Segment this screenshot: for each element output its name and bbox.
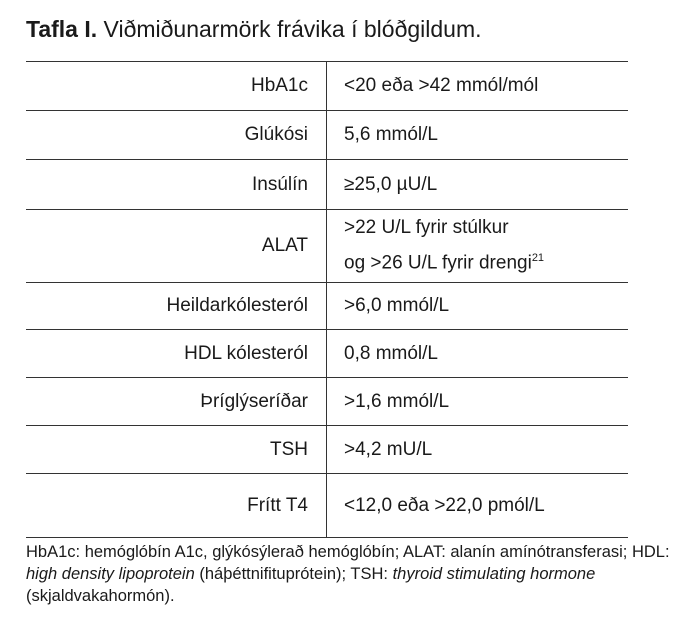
row-name: Insúlín — [26, 160, 327, 210]
row-name: ALAT — [26, 210, 327, 283]
row-name: HbA1c — [26, 62, 327, 111]
table-label: Tafla I. — [26, 16, 98, 42]
table-row — [26, 62, 628, 111]
reference-superscript: 21 — [531, 252, 545, 265]
table-row — [26, 378, 628, 426]
row-name: Frítt T4 — [26, 474, 327, 538]
row-value: >4,2 mU/L — [327, 426, 629, 474]
table-row — [26, 111, 628, 160]
row-value-line2-text: og >26 U/L fyrir drengi — [344, 252, 532, 274]
table-caption: Viðmiðunarmörk frávika í blóðgildum. — [103, 16, 482, 42]
table-row — [26, 283, 628, 330]
table-row — [26, 330, 628, 378]
table-row — [26, 160, 628, 210]
footnote-italic: thyroid stimulating hormone — [392, 565, 596, 583]
row-value: 0,8 mmól/L — [327, 330, 629, 378]
row-value: <12,0 eða >22,0 pmól/L — [327, 474, 629, 538]
row-value-line2 — [344, 243, 628, 278]
row-value: 5,6 mmól/L — [327, 111, 629, 160]
row-value: <20 eða >42 mmól/mól — [327, 62, 629, 111]
row-value: >1,6 mmól/L — [327, 378, 629, 426]
row-value: >6,0 mmól/L — [327, 283, 629, 330]
footnote-text: (háþéttnifituprótein); TSH: — [194, 565, 393, 583]
footnote-text: (skjaldvakahormón). — [26, 587, 175, 605]
row-value-line1: >22 U/L fyrir stúlkur — [344, 217, 509, 239]
row-name: HDL kólesteról — [26, 330, 327, 378]
footnote — [26, 541, 686, 607]
row-name: Heildarkólesteról — [26, 283, 327, 330]
table-row — [26, 210, 628, 283]
row-name: TSH — [26, 426, 327, 474]
table-title — [26, 16, 482, 43]
row-name: Glúkósi — [26, 111, 327, 160]
row-value: ≥25,0 µU/L — [327, 160, 629, 210]
table-row — [26, 474, 628, 538]
footnote-italic: high density lipoprotein — [26, 565, 195, 583]
row-name: Þríglýseríðar — [26, 378, 327, 426]
reference-table — [26, 61, 628, 538]
footnote-text: HbA1c: hemóglóbín A1c, glýkósýlerað hemóglóbín; ALAT: alanín amínótransferasi; HDL: — [26, 543, 670, 561]
row-value — [327, 210, 629, 283]
table-row — [26, 426, 628, 474]
